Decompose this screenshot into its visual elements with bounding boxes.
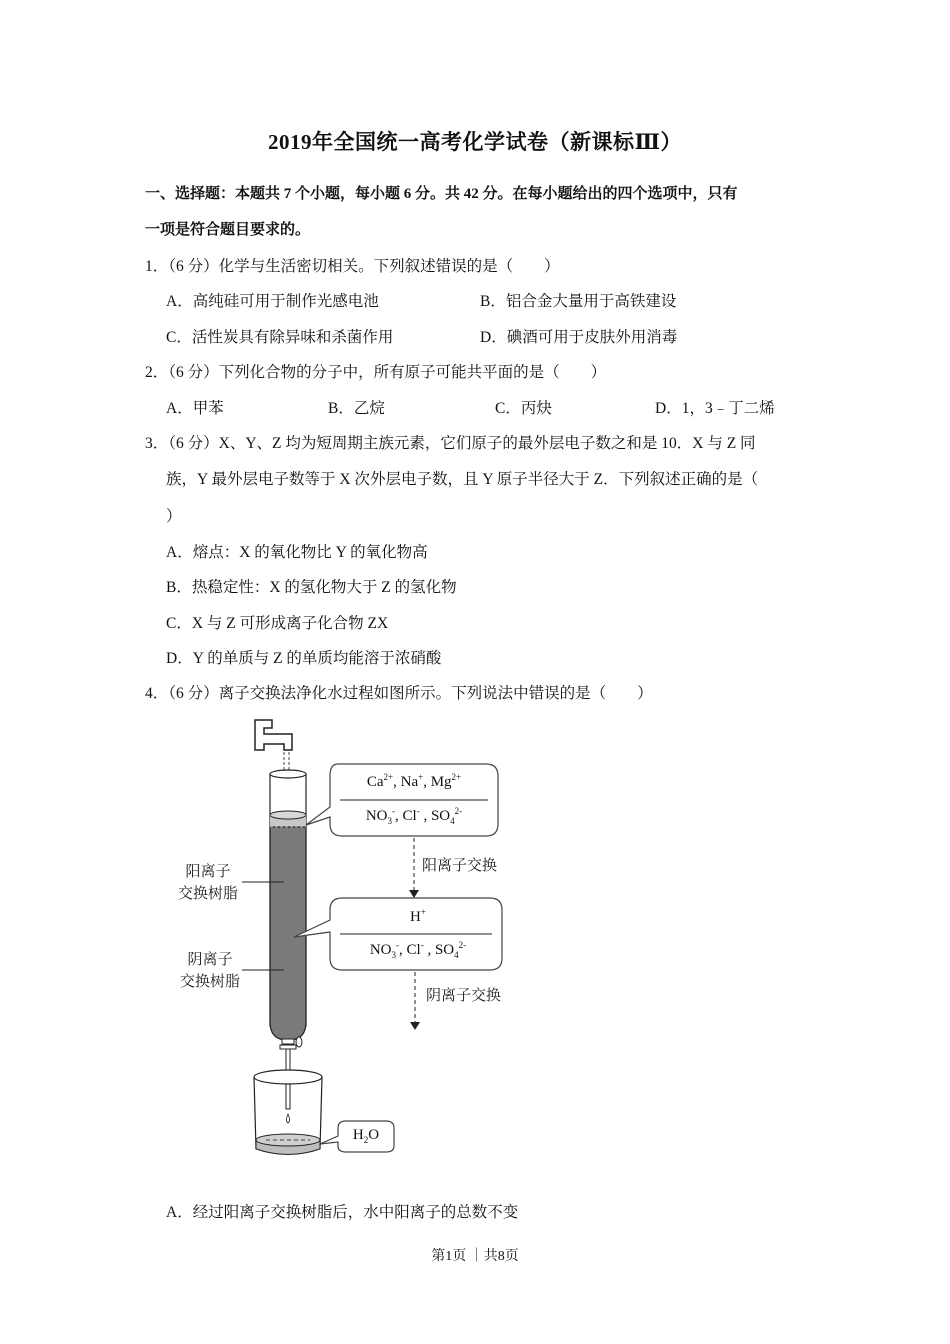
- cation-resin-label: 阳离子 交换树脂: [177, 862, 238, 902]
- question-number: 2．: [145, 364, 169, 381]
- ion-exchange-diagram: [160, 712, 540, 1172]
- question-stem: （6 分）离子交换法净化水过程如图所示。下列说法中错误的是（ ）: [168, 685, 653, 702]
- q3-option-d: D．Y 的单质与 Z 的单质均能溶于浓硝酸: [166, 650, 442, 667]
- q2-option-a: A．甲苯: [166, 400, 224, 417]
- total-pages: 8: [497, 1249, 505, 1264]
- current-page: 1: [445, 1249, 453, 1264]
- question-3-line-3: ）: [166, 508, 182, 525]
- anion-exchange-label: 阴离子交换: [426, 986, 502, 1004]
- question-2: [145, 360, 606, 382]
- q3-option-b: B．热稳定性：X 的氢化物大于 Z 的氢化物: [166, 579, 457, 596]
- q2-option-c: C．丙炔: [495, 400, 552, 417]
- q1-option-a: A．高纯硅可用于制作光感电池: [166, 293, 379, 310]
- question-number: 4．: [145, 685, 169, 702]
- bubble1-anions: $NO_3^-$, Cl- , $SO_4^{2-}$: [365, 806, 463, 826]
- q3-option-c: C．X 与 Z 可形成离子化合物 ZX: [166, 615, 389, 632]
- q2-option-d: D．1，3﹣丁二烯: [655, 400, 775, 417]
- question-number: 1．: [145, 258, 169, 275]
- page-footer: 第1页 ｜共8页: [431, 1249, 519, 1264]
- q4-option-a: A．经过阳离子交换树脂后，水中阳离子的总数不变: [166, 1204, 519, 1221]
- q1-option-b: B．铝合金大量用于高铁建设: [480, 293, 677, 310]
- question-number: 3．: [145, 435, 169, 452]
- bubble2-cations: H+: [410, 907, 426, 925]
- section-heading: [145, 176, 815, 248]
- q2-option-b: B．乙烷: [328, 400, 385, 417]
- cation-exchange-label: 阳离子交换: [422, 856, 498, 874]
- question-4: [145, 681, 653, 703]
- page-title: 2019年全国统一高考化学试卷（新课标Ⅲ）: [267, 130, 683, 154]
- water-label: $H_2O$: [352, 1127, 380, 1145]
- q1-option-c: C．活性炭具有除异味和杀菌作用: [166, 329, 394, 346]
- q3-option-a: A．熔点：X 的氧化物比 Y 的氧化物高: [166, 544, 428, 561]
- q1-option-d: D．碘酒可用于皮肤外用消毒: [480, 329, 678, 346]
- question-1: [145, 254, 560, 276]
- question-stem: （6 分）化学与生活密切相关。下列叙述错误的是（ ）: [168, 258, 560, 275]
- beaker: [254, 1070, 322, 1155]
- section-line-1: 一、选择题：本题共 7 个小题，每小题 6 分。共 42 分。在每小题给出的四个选项中，只有: [145, 186, 738, 202]
- bubble2-anions: $NO_3^-$, Cl- , $SO_4^{2-}$: [369, 940, 467, 960]
- faucet-icon: [255, 720, 292, 750]
- bubble1-cations: $Ca^{2+}$, Na+, $Mg^{2+}$: [366, 772, 462, 790]
- section-line-2: 一项是符合题目要求的。: [145, 222, 311, 238]
- question-3-line-2: 族，Y 最外层电子数等于 X 次外层电子数，且 Y 原子半径大于 Z．下列叙述正确的是（: [166, 471, 759, 488]
- question-3: [145, 431, 756, 453]
- question-stem: （6 分）下列化合物的分子中，所有原子可能共平面的是（ ）: [168, 364, 607, 381]
- question-stem-line-1: （6 分）X、Y、Z 均为短周期主族元素，它们原子的最外层电子数之和是 10．X 与 Z 同: [168, 435, 756, 452]
- anion-resin-label: 阴离子 交换树脂: [179, 950, 240, 990]
